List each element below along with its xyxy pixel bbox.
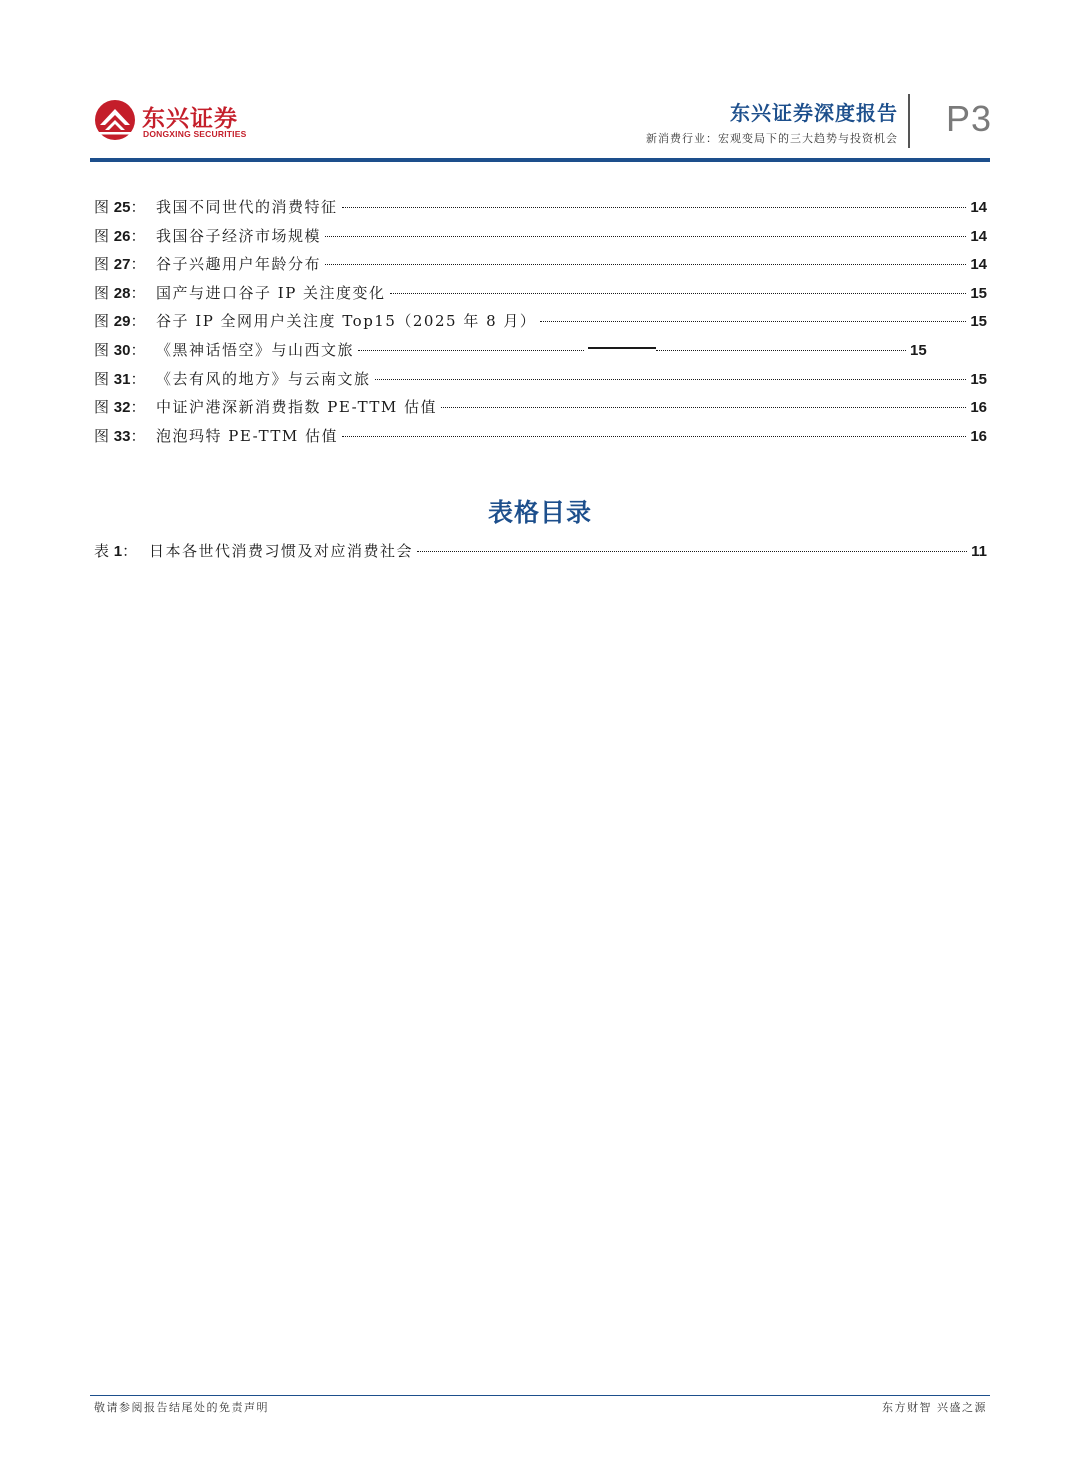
report-subtitle: 新消费行业：宏观变局下的三大趋势与投资机会 (646, 132, 898, 145)
figure-title: 《黑神话悟空》与山西文旅 (156, 340, 355, 359)
figure-number: 图 33： (94, 426, 146, 445)
dot-leader (417, 551, 967, 552)
figure-page: 15 (970, 284, 987, 302)
logo-name-cn: 东兴证券 (142, 106, 238, 132)
table-page: 11 (971, 543, 987, 560)
table-list-heading: 表格目录 (487, 498, 592, 527)
dot-leader (540, 321, 966, 322)
footer-rule (90, 1395, 990, 1396)
figure-number: 图 26： (94, 226, 146, 245)
figure-number: 图 28： (94, 283, 146, 302)
table-list-item[interactable] (94, 540, 987, 569)
figure-list-item[interactable] (94, 253, 987, 282)
dot-leader (325, 236, 966, 237)
figure-title: 中证沪港深新消费指数 PE-TTM 估值 (156, 398, 438, 417)
figure-list-item[interactable] (94, 310, 987, 339)
figure-title: 谷子 IP 全网用户关注度 Top15（2025 年 8 月） (156, 312, 537, 331)
table-title: 日本各世代消费习惯及对应消费社会 (149, 542, 414, 560)
logo-name-en: DONGXING SECURITIES (143, 129, 247, 139)
figure-page: 15 (910, 341, 927, 359)
figure-number: 图 29： (94, 312, 146, 331)
header-divider (908, 94, 910, 148)
figure-number: 图 32： (94, 398, 146, 417)
figure-list-item[interactable] (94, 425, 987, 454)
figure-page: 16 (970, 399, 987, 417)
figure-page: 14 (970, 256, 987, 274)
figure-page: 14 (970, 199, 987, 216)
dongxing-logo-icon (94, 99, 136, 141)
figure-title: 国产与进口谷子 IP 关注度变化 (156, 283, 386, 302)
dot-leader (375, 379, 967, 380)
table-number: 表 1： (94, 542, 138, 560)
figure-title: 我国不同世代的消费特征 (156, 198, 338, 216)
figure-page: 14 (970, 227, 987, 245)
figure-list-item[interactable] (94, 196, 987, 225)
report-title: 东兴证券深度报告 (730, 101, 898, 125)
figure-title: 《去有风的地方》与云南文旅 (156, 369, 371, 388)
figure-list (94, 196, 987, 453)
figure-number: 图 31： (94, 369, 146, 388)
figure-list-item[interactable] (94, 225, 987, 254)
dot-leader (342, 436, 966, 437)
dot-leader (390, 293, 967, 294)
figure-list-item[interactable] (94, 339, 987, 368)
figure-number: 图 25： (94, 198, 146, 216)
figure-number: 图 27： (94, 255, 146, 274)
company-logo (94, 99, 254, 145)
dot-leader (342, 207, 967, 208)
footer-slogan: 东方财智 兴盛之源 (882, 1401, 987, 1414)
figure-page: 15 (970, 313, 987, 331)
dot-leader (656, 350, 906, 351)
page-number: P3 (946, 98, 993, 139)
leader-solid-segment (588, 347, 656, 349)
figure-list-item[interactable] (94, 282, 987, 311)
figure-page: 16 (970, 427, 987, 445)
dot-leader (441, 407, 966, 408)
dot-leader (325, 264, 966, 265)
dot-leader (358, 350, 584, 351)
figure-page: 15 (970, 370, 987, 388)
figure-list-item[interactable] (94, 396, 987, 425)
figure-list-item[interactable] (94, 368, 987, 397)
header-rule (90, 158, 990, 162)
table-list (94, 540, 987, 569)
figure-number: 图 30： (94, 340, 146, 359)
figure-title: 谷子兴趣用户年龄分布 (156, 255, 322, 274)
footer-disclaimer: 敬请参阅报告结尾处的免责声明 (94, 1401, 269, 1414)
figure-title: 我国谷子经济市场规模 (156, 226, 322, 245)
figure-title: 泡泡玛特 PE-TTM 估值 (156, 426, 339, 445)
